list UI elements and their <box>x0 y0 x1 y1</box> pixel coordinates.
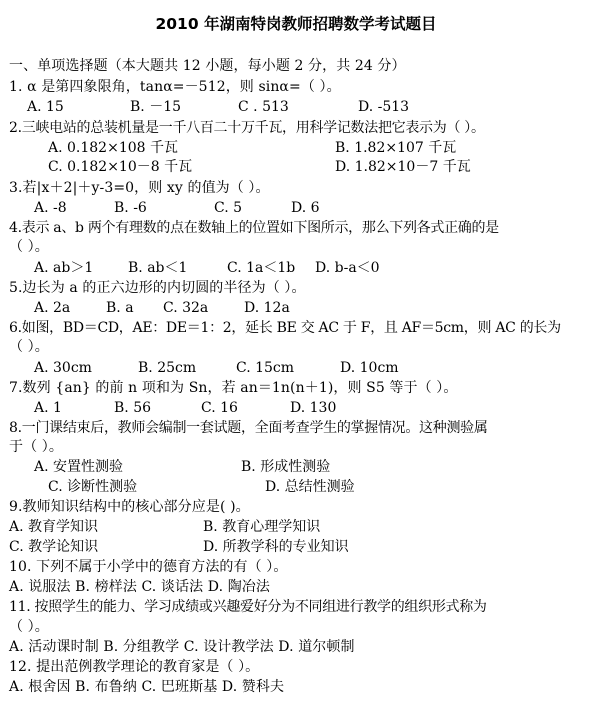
page-title: 2010 年湖南特岗教师招聘数学考试题目 <box>155 15 437 33</box>
section-heading: 一、单项选择题（本大题共 12 小题，每小题 2 分，共 24 分） <box>9 58 406 74</box>
question-3-stem: 3.若|x＋2|＋y-3=0，则 xy 的值为（ ）。 <box>9 180 270 196</box>
q9-option-b: B. 教育心理学知识 <box>203 519 321 535</box>
q6-option-a: A. 30cm <box>34 360 92 376</box>
question-6-stem: 6.如图，BD＝CD，AE：DE＝1：2，延长 BE 交 AC 于 F，且 AF＝5cm，则 AC 的长为 <box>9 320 561 336</box>
question-8-stem: 8.一门课结束后，教师会编制一套试题，全面考查学生的掌握情况。这种测验属 <box>9 420 488 436</box>
question-4-stem: 4.表示 a、b 两个有理数的点在数轴上的位置如下图所示，那么下列各式正确的是 <box>9 220 499 236</box>
q3-option-c: C. 5 <box>214 200 243 216</box>
q7-option-d: D. 130 <box>290 400 337 416</box>
q7-option-c: C. 16 <box>201 400 238 416</box>
q8-option-b: B. 形成性测验 <box>241 459 331 475</box>
q1-option-b: B. －15 <box>130 99 182 115</box>
q1-option-d: D. -513 <box>358 99 410 115</box>
question-12-stem: 12. 提出范例教学理论的教育家是（ ）。 <box>9 659 260 675</box>
question-4-stem-cont: （ ）。 <box>9 239 49 255</box>
q6-option-b: B. 25cm <box>138 360 197 376</box>
question-1-stem: 1. α 是第四象限角，tanα=－512，则 sinα=（ ）。 <box>9 79 341 95</box>
q5-option-b: B. a <box>106 300 134 316</box>
q9-option-d: D. 所教学科的专业知识 <box>203 539 349 555</box>
q4-option-d: D. b-a＜0 <box>315 260 380 276</box>
q6-option-d: D. 10cm <box>340 360 399 376</box>
q7-option-a: A. 1 <box>34 400 62 416</box>
q5-option-d: D. 12a <box>244 300 290 316</box>
question-9-stem: 9.教师知识结构中的核心部分应是( )。 <box>9 499 250 515</box>
q9-option-a: A. 教育学知识 <box>9 519 99 535</box>
q3-option-d: D. 6 <box>291 200 320 216</box>
q4-option-c: C. 1a＜1b <box>227 260 296 276</box>
question-11-stem-cont: （ ）。 <box>9 619 49 635</box>
q2-option-b: B. 1.82×107 千瓦 <box>335 140 457 156</box>
question-8-stem-cont: 于（ ）。 <box>9 439 63 455</box>
q5-option-c: C. 32a <box>163 300 209 316</box>
q1-option-a: A. 15 <box>27 99 64 115</box>
question-6-stem-cont: （ ）。 <box>9 339 49 355</box>
q8-option-c: C. 诊断性测验 <box>48 479 138 495</box>
question-10-options: A. 说服法 B. 榜样法 C. 谈话法 D. 陶冶法 <box>9 579 270 595</box>
question-11-options: A. 活动课时制 B. 分组教学 C. 设计教学法 D. 道尔顿制 <box>9 639 355 655</box>
q7-option-b: B. 56 <box>114 400 152 416</box>
question-5-stem: 5.边长为 a 的正六边形的内切圆的半径为（ ）。 <box>9 280 306 296</box>
question-10-stem: 10. 下列不属于小学中的德育方法的有（ ）。 <box>9 559 288 575</box>
q2-option-c: C. 0.182×10－8 千瓦 <box>48 159 193 175</box>
question-11-stem: 11. 按照学生的能力、学习成绩或兴趣爱好分为不同组进行教学的组织形式称为 <box>9 599 487 615</box>
q4-option-a: A. ab＞1 <box>34 260 94 276</box>
q3-option-b: B. -6 <box>114 200 147 216</box>
q2-option-a: A. 0.182×108 千瓦 <box>48 140 178 156</box>
q9-option-c: C. 教学论知识 <box>9 539 99 555</box>
q4-option-b: B. ab＜1 <box>128 260 188 276</box>
q6-option-c: C. 15cm <box>236 360 295 376</box>
q8-option-a: A. 安置性测验 <box>34 459 124 475</box>
question-12-options: A. 根舍因 B. 布鲁纳 C. 巴班斯基 D. 赞科夫 <box>9 679 285 695</box>
question-2-stem: 2.三峡电站的总装机量是一千八百二十万千瓦，用科学记数法把它表示为（ ）。 <box>9 120 485 136</box>
q2-option-d: D. 1.82×10－7 千瓦 <box>335 159 471 175</box>
question-7-stem: 7.数列 {an} 的前 n 项和为 Sn，若 an＝1n(n＋1)，则 S5 等于（ ）。 <box>9 380 458 396</box>
q8-option-d: D. 总结性测验 <box>265 479 355 495</box>
q1-option-c: C . 513 <box>238 99 289 115</box>
q5-option-a: A. 2a <box>34 300 71 316</box>
q3-option-a: A. -8 <box>34 200 67 216</box>
